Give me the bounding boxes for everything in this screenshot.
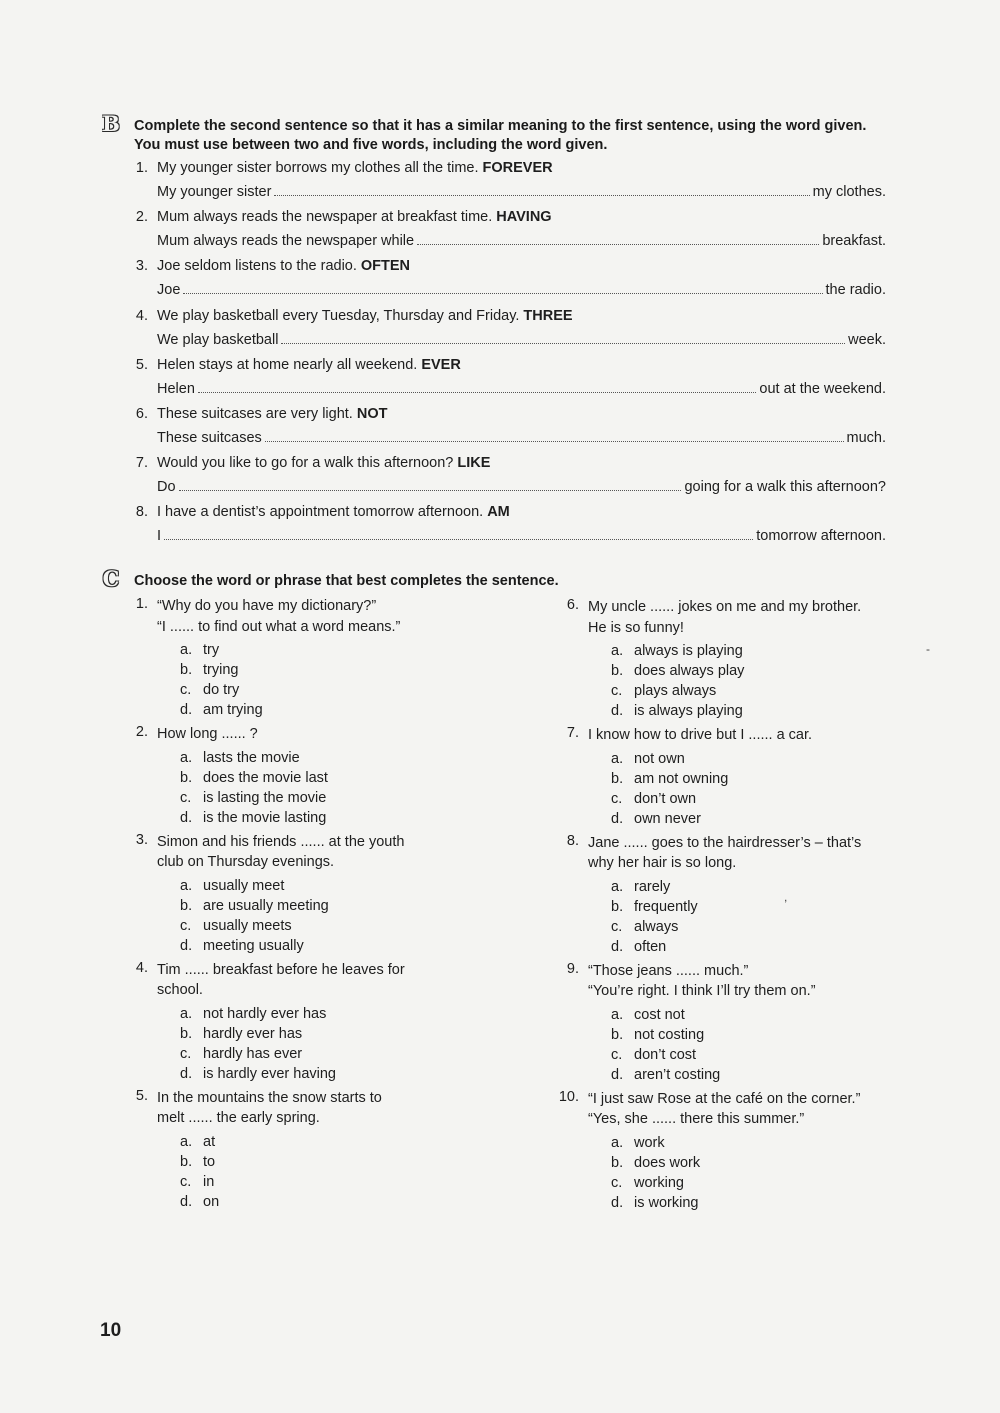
- option-text: own never: [634, 810, 701, 827]
- option-text: plays always: [634, 683, 717, 699]
- option-letter: c.: [611, 918, 623, 935]
- section-b-instruction: [134, 117, 866, 155]
- option-letter: d.: [611, 1194, 624, 1211]
- answer-option[interactable]: [611, 769, 908, 789]
- option-letter: a.: [611, 750, 624, 767]
- option-text: am not owning: [634, 770, 729, 787]
- answer-start: My younger sister: [157, 184, 272, 200]
- answer-option[interactable]: [611, 701, 908, 721]
- mcq-question: [135, 959, 497, 1084]
- original-sentence: [157, 308, 573, 324]
- question-number: 1.: [135, 596, 148, 612]
- option-letter: a.: [180, 1005, 193, 1022]
- answer-blank[interactable]: [179, 490, 682, 491]
- original-sentence: [157, 160, 553, 176]
- option-text: to: [203, 1153, 216, 1170]
- option-text: always is playing: [634, 643, 743, 659]
- answer-blank[interactable]: [417, 244, 819, 245]
- option-letter: b.: [180, 897, 193, 914]
- answer-option[interactable]: [180, 788, 497, 808]
- option-letter: b.: [611, 770, 624, 787]
- answer-option[interactable]: [611, 1153, 908, 1173]
- question-line: melt ...... the early spring.: [157, 1110, 320, 1126]
- question-number: 8.: [566, 832, 579, 849]
- option-text: cost not: [634, 1006, 685, 1023]
- option-letter: c.: [180, 1045, 192, 1062]
- question-line: I know how to drive but I ...... a car.: [588, 727, 813, 743]
- answer-blank[interactable]: [198, 392, 757, 393]
- question-number: 9.: [566, 960, 579, 977]
- sentence-text: Would you like to go for a walk this afternoon?: [157, 455, 454, 472]
- answer-end: my clothes.: [812, 184, 886, 200]
- option-text: working: [634, 1174, 684, 1191]
- stray-mark: -: [926, 642, 930, 656]
- answer-end: tomorrow afternoon.: [756, 528, 886, 545]
- question-line: “I ...... to find out what a word means.”: [157, 618, 401, 635]
- answer-end: breakfast.: [822, 233, 886, 250]
- option-text: frequently: [634, 898, 698, 915]
- answer-option[interactable]: [611, 917, 908, 937]
- answer-option[interactable]: [611, 681, 908, 701]
- question-line: “I just saw Rose at the café on the corner.”: [588, 1090, 861, 1107]
- answer-option[interactable]: [611, 749, 908, 769]
- option-text: meeting usually: [203, 937, 304, 954]
- answer-option[interactable]: [611, 641, 908, 661]
- option-letter: d.: [611, 938, 624, 955]
- transformation-item: [0, 357, 1000, 406]
- option-letter: d.: [611, 1066, 624, 1083]
- section-c-letter: C: [102, 566, 120, 591]
- question-number: 6.: [566, 597, 579, 613]
- item-number: 5.: [135, 356, 148, 373]
- option-letter: a.: [611, 1134, 624, 1151]
- option-letter: d.: [180, 1193, 193, 1210]
- answer-option[interactable]: [611, 809, 908, 829]
- sentence-text: Helen stays at home nearly all weekend.: [157, 356, 418, 373]
- answer-blank[interactable]: [274, 195, 809, 196]
- option-list: [611, 641, 908, 721]
- answer-end: the radio.: [825, 282, 886, 299]
- option-letter: d.: [611, 810, 624, 827]
- option-list: [611, 877, 908, 957]
- section-c-left-column: [135, 596, 497, 1216]
- keyword: AM: [487, 504, 510, 521]
- option-letter: a.: [611, 878, 624, 895]
- answer-start: I: [157, 528, 162, 545]
- answer-start: We play basketball: [157, 331, 279, 348]
- original-sentence: [157, 455, 490, 471]
- option-letter: d.: [180, 937, 193, 954]
- option-text: in: [203, 1173, 215, 1190]
- answer-end: out at the weekend.: [759, 380, 886, 397]
- option-letter: c.: [180, 1173, 192, 1190]
- question-number: 3.: [135, 831, 148, 848]
- mcq-question: [566, 832, 908, 957]
- option-letter: b.: [611, 898, 624, 915]
- item-number: 6.: [135, 406, 148, 422]
- transformation-item: [0, 308, 1000, 357]
- question-line: How long ...... ?: [157, 726, 258, 742]
- option-text: do try: [203, 682, 240, 698]
- answer-option[interactable]: [611, 897, 908, 917]
- transformation-item: [0, 209, 1000, 258]
- option-letter: a.: [611, 1006, 624, 1023]
- answer-option[interactable]: [180, 936, 497, 956]
- question-number: 7.: [566, 725, 579, 741]
- option-text: always: [634, 918, 679, 935]
- question-line: Jane ...... goes to the hairdresser’s – that’s: [588, 834, 862, 851]
- transformation-item: [0, 258, 1000, 307]
- option-text: hardly has ever: [203, 1045, 303, 1062]
- answer-option[interactable]: [180, 1004, 497, 1024]
- option-letter: d.: [180, 1065, 193, 1082]
- option-text: lasts the movie: [203, 749, 300, 766]
- question-text: [157, 960, 497, 1001]
- option-letter: c.: [180, 682, 192, 698]
- option-list: [180, 876, 497, 956]
- option-letter: c.: [611, 683, 623, 699]
- question-text: [588, 597, 908, 638]
- answer-start: Helen: [157, 380, 195, 397]
- keyword: HAVING: [496, 209, 552, 226]
- section-b-letter: B: [102, 111, 120, 136]
- section-b-instruction-line2: You must use between two and five words, including the word given.: [134, 137, 608, 153]
- item-number: 7.: [135, 455, 148, 472]
- option-text: usually meets: [203, 917, 292, 934]
- question-number: 4.: [135, 959, 148, 976]
- answer-start: These suitcases: [157, 430, 262, 446]
- keyword: OFTEN: [360, 258, 411, 275]
- item-number: 8.: [135, 504, 148, 521]
- section-b-instruction-line1: Complete the second sentence so that it has a similar meaning to the first sentence, using the word given.: [134, 118, 867, 134]
- option-letter: b.: [180, 662, 193, 678]
- option-text: does work: [634, 1154, 701, 1171]
- answer-option[interactable]: [180, 680, 497, 700]
- answer-option[interactable]: [611, 1045, 908, 1065]
- keyword: FOREVER: [482, 160, 553, 176]
- option-text: does the movie last: [203, 769, 328, 786]
- option-text: aren’t costing: [634, 1066, 721, 1083]
- transformation-item: [0, 504, 1000, 553]
- answer-blank[interactable]: [265, 441, 844, 442]
- answer-line: [157, 430, 886, 446]
- question-text: [588, 833, 908, 874]
- question-text: [588, 1089, 908, 1130]
- option-text: is always playing: [634, 703, 743, 719]
- mcq-question: [566, 725, 908, 829]
- option-letter: a.: [611, 643, 624, 659]
- option-letter: d.: [611, 703, 624, 719]
- sentence-text: My younger sister borrows my clothes all the time.: [157, 160, 479, 176]
- option-text: is lasting the movie: [203, 789, 327, 806]
- answer-line: [157, 479, 886, 495]
- keyword: LIKE: [457, 455, 491, 472]
- option-letter: a.: [180, 749, 193, 766]
- answer-option[interactable]: [180, 748, 497, 768]
- original-sentence: [157, 209, 552, 225]
- option-letter: b.: [611, 663, 624, 679]
- option-text: trying: [203, 662, 239, 678]
- option-list: [180, 748, 497, 828]
- answer-option[interactable]: [180, 660, 497, 680]
- question-text: [157, 1088, 497, 1129]
- mcq-question: [135, 596, 497, 720]
- original-sentence: [157, 406, 387, 422]
- option-text: often: [634, 938, 667, 955]
- option-list: [180, 1132, 497, 1212]
- option-letter: d.: [180, 702, 193, 718]
- answer-option[interactable]: [180, 916, 497, 936]
- item-number: 4.: [135, 307, 148, 324]
- option-letter: b.: [180, 769, 193, 786]
- stray-mark: ,: [784, 890, 788, 904]
- keyword: NOT: [356, 406, 388, 422]
- answer-option[interactable]: [180, 896, 497, 916]
- original-sentence: [157, 504, 510, 520]
- answer-option[interactable]: [611, 1173, 908, 1193]
- option-letter: b.: [180, 1153, 193, 1170]
- question-line: In the mountains the snow starts to: [157, 1089, 382, 1106]
- answer-option[interactable]: [180, 1024, 497, 1044]
- option-text: on: [203, 1193, 220, 1210]
- question-number: 5.: [135, 1087, 148, 1104]
- mcq-question: [135, 831, 497, 956]
- keyword: EVER: [421, 356, 461, 373]
- answer-start: Mum always reads the newspaper while: [157, 233, 415, 250]
- option-list: [611, 1005, 908, 1085]
- option-letter: b.: [611, 1154, 624, 1171]
- sentence-text: Joe seldom listens to the radio.: [157, 258, 357, 275]
- question-line: school.: [157, 982, 203, 998]
- option-text: is hardly ever having: [203, 1065, 336, 1082]
- answer-option[interactable]: [611, 789, 908, 809]
- answer-option[interactable]: [611, 661, 908, 681]
- option-text: not costing: [634, 1026, 705, 1043]
- answer-option[interactable]: [180, 1044, 497, 1064]
- option-list: [611, 749, 908, 829]
- option-text: is working: [634, 1194, 699, 1211]
- answer-start: Do: [157, 479, 176, 496]
- answer-blank[interactable]: [164, 539, 753, 540]
- question-number: 2.: [135, 724, 148, 740]
- answer-end: week.: [848, 331, 886, 348]
- answer-option[interactable]: [180, 876, 497, 896]
- answer-blank[interactable]: [183, 293, 822, 294]
- question-line: “Those jeans ...... much.”: [588, 962, 749, 979]
- option-text: rarely: [634, 878, 671, 895]
- option-text: not own: [634, 750, 685, 767]
- option-text: not hardly ever has: [203, 1005, 327, 1022]
- option-letter: c.: [180, 789, 192, 806]
- answer-line: [157, 528, 886, 544]
- answer-option[interactable]: [180, 700, 497, 720]
- question-line: “Why do you have my dictionary?”: [157, 598, 377, 614]
- option-text: don’t cost: [634, 1046, 697, 1063]
- question-line: “Yes, she ...... there this summer.”: [588, 1111, 805, 1127]
- transformation-item: [0, 406, 1000, 455]
- answer-option[interactable]: [611, 937, 908, 957]
- option-list: [611, 1133, 908, 1213]
- answer-option[interactable]: [180, 1152, 497, 1172]
- page-number: 10: [100, 1320, 122, 1341]
- option-list: [180, 1004, 497, 1084]
- option-text: work: [634, 1134, 665, 1151]
- question-text: [588, 961, 908, 1002]
- answer-line: [157, 184, 886, 200]
- answer-option[interactable]: [180, 1132, 497, 1152]
- answer-option[interactable]: [180, 768, 497, 788]
- question-text: [157, 724, 497, 745]
- question-text: [588, 725, 908, 746]
- answer-option[interactable]: [180, 640, 497, 660]
- transformation-item: [0, 455, 1000, 504]
- option-letter: a.: [180, 1133, 193, 1150]
- answer-line: [157, 381, 886, 397]
- option-letter: a.: [180, 877, 193, 894]
- question-text: [157, 832, 497, 873]
- question-line: My uncle ...... jokes on me and my brother.: [588, 599, 862, 615]
- mcq-question: [566, 597, 908, 721]
- option-letter: c.: [180, 917, 192, 934]
- option-text: are usually meeting: [203, 897, 329, 914]
- item-number: 1.: [135, 160, 148, 176]
- option-text: usually meet: [203, 877, 285, 894]
- answer-option[interactable]: [611, 1133, 908, 1153]
- answer-option[interactable]: [611, 1025, 908, 1045]
- mcq-question: [566, 960, 908, 1085]
- option-text: is the movie lasting: [203, 809, 327, 826]
- answer-option[interactable]: [611, 877, 908, 897]
- section-c-right-column: [558, 597, 908, 1217]
- transformation-item: [0, 160, 1000, 209]
- option-text: don’t own: [634, 790, 697, 807]
- original-sentence: [157, 258, 410, 274]
- option-letter: c.: [611, 790, 623, 807]
- question-text: [157, 596, 497, 637]
- option-text: am trying: [203, 702, 263, 718]
- question-line: club on Thursday evenings.: [157, 854, 335, 870]
- answer-option[interactable]: [611, 1065, 908, 1085]
- sentence-text: We play basketball every Tuesday, Thursday and Friday.: [157, 307, 520, 324]
- sentence-text: I have a dentist’s appointment tomorrow afternoon.: [157, 504, 484, 521]
- option-letter: b.: [611, 1026, 624, 1043]
- answer-line: [157, 282, 886, 298]
- option-letter: c.: [611, 1174, 623, 1191]
- answer-blank[interactable]: [281, 343, 845, 344]
- option-text: try: [203, 642, 220, 658]
- item-number: 2.: [135, 209, 148, 226]
- answer-start: Joe: [157, 282, 181, 299]
- question-line: He is so funny!: [588, 619, 684, 636]
- question-line: why her hair is so long.: [588, 855, 737, 871]
- keyword: THREE: [523, 307, 573, 324]
- answer-option[interactable]: [611, 1005, 908, 1025]
- mcq-question: [135, 1087, 497, 1212]
- answer-end: much.: [846, 430, 886, 446]
- answer-option[interactable]: [180, 1172, 497, 1192]
- option-letter: b.: [180, 1025, 193, 1042]
- option-list: [180, 640, 497, 720]
- answer-option[interactable]: [180, 1192, 497, 1212]
- mcq-question: [135, 724, 497, 828]
- item-number: 3.: [135, 258, 148, 275]
- mcq-question: [558, 1088, 908, 1213]
- option-text: at: [203, 1133, 216, 1150]
- option-letter: a.: [180, 642, 193, 658]
- answer-line: [157, 332, 886, 348]
- original-sentence: [157, 357, 461, 373]
- answer-line: [157, 233, 886, 249]
- answer-option[interactable]: [180, 808, 497, 828]
- question-line: Simon and his friends ...... at the youth: [157, 833, 405, 850]
- sentence-text: Mum always reads the newspaper at breakfast time.: [157, 209, 493, 226]
- sentence-text: These suitcases are very light.: [157, 406, 353, 422]
- answer-end: going for a walk this afternoon?: [684, 479, 886, 496]
- question-line: “You’re right. I think I’ll try them on.”: [588, 983, 816, 999]
- question-line: Tim ...... breakfast before he leaves for: [157, 961, 405, 978]
- option-letter: d.: [180, 809, 193, 826]
- section-c-instruction: Choose the word or phrase that best completes the sentence.: [134, 573, 559, 589]
- answer-option[interactable]: [180, 1064, 497, 1084]
- option-text: hardly ever has: [203, 1025, 303, 1042]
- answer-option[interactable]: [611, 1193, 908, 1213]
- option-letter: c.: [611, 1046, 623, 1063]
- question-number: 10.: [558, 1088, 579, 1105]
- option-text: does always play: [634, 663, 745, 679]
